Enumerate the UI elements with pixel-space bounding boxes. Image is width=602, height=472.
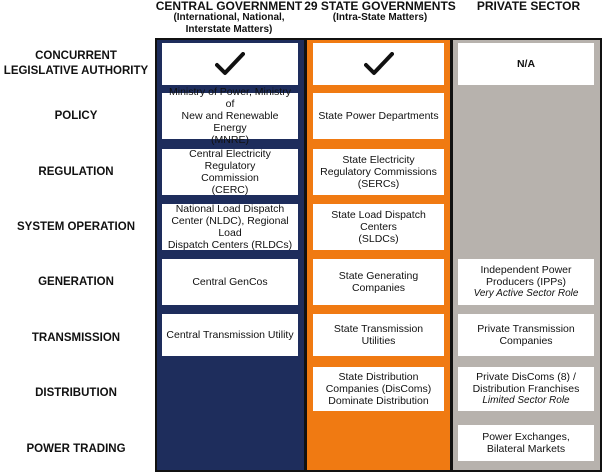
- cell-text: Utilities: [361, 335, 396, 347]
- row-label-text: REGULATION: [38, 165, 114, 178]
- checkmark-icon: [364, 52, 394, 76]
- private-column-header: [455, 0, 602, 12]
- central-transmission-cell: [162, 314, 298, 356]
- cell-text: Companies (DisComs): [325, 383, 432, 395]
- cell-text: Private DisComs (8) /: [476, 371, 576, 383]
- cell-text: Dispatch Centers (RLDCs): [167, 239, 293, 251]
- central-generation-cell: [162, 259, 298, 305]
- cell-text: Private Transmission: [477, 323, 575, 335]
- central-concurrent-cell: [162, 43, 298, 85]
- cell-text: State Generating: [338, 270, 419, 282]
- state-regulation-cell: [313, 149, 444, 195]
- cell-text: (SLDCs): [358, 233, 399, 245]
- state-column-title: 29 STATE GOVERNMENTS: [304, 0, 456, 13]
- central-regulation-cell: [162, 149, 298, 195]
- row-label-text: LEGISLATIVE AUTHORITY: [3, 65, 149, 77]
- cell-text: Companies: [499, 335, 553, 347]
- cell-text: Independent Power: [480, 264, 572, 276]
- cell-text: Ministry of Power, Ministry of: [169, 86, 291, 110]
- state-transmission-cell: [313, 314, 444, 356]
- central-column-title: CENTRAL GOVERNMENT: [155, 0, 303, 13]
- cell-text: Bilateral Markets: [486, 443, 566, 455]
- cell-text: Dominate Distribution: [328, 395, 429, 407]
- cell-text: Central GenCos: [192, 276, 268, 288]
- central-policy-cell: [162, 86, 298, 146]
- state-distribution-cell: [313, 367, 444, 411]
- cell-text: Central Electricity Regulatory: [189, 148, 271, 172]
- central-column-subtitle: (International, National,: [173, 12, 285, 23]
- row-label-text: GENERATION: [38, 275, 114, 288]
- cell-text: Producers (IPPs): [486, 276, 566, 288]
- cell-text: Power Exchanges,: [482, 431, 570, 443]
- cell-text: State Load Dispatch: [331, 209, 426, 221]
- central-system-operation-cell: [162, 204, 298, 250]
- cell-text: Commission: [201, 172, 259, 184]
- cell-text: (MNRE): [211, 134, 249, 146]
- private-transmission-cell: [458, 314, 594, 356]
- checkmark-icon: [215, 52, 245, 76]
- cell-note: Limited Sector Role: [482, 395, 570, 406]
- cell-text: Companies: [351, 282, 406, 294]
- private-distribution-cell: [458, 367, 594, 411]
- cell-text: State Electricity: [342, 154, 415, 166]
- row-label-concurrent: [0, 42, 152, 86]
- cell-text: Center (NLDC), Regional Load: [171, 215, 289, 239]
- cell-text: (CERC): [211, 184, 249, 196]
- row-label-text: DISTRIBUTION: [35, 386, 117, 399]
- state-policy-cell: [313, 93, 444, 139]
- state-column-subtitle: (Intra-State Matters): [332, 12, 428, 23]
- row-label-text: SYSTEM OPERATION: [17, 220, 135, 233]
- private-power-trading-cell: [458, 425, 594, 461]
- row-label-distribution: [0, 383, 152, 403]
- private-column-title: PRIVATE SECTOR: [476, 0, 581, 13]
- row-label-text: TRANSMISSION: [31, 331, 121, 344]
- cell-text: State Distribution: [338, 371, 419, 383]
- row-label-transmission: [0, 328, 152, 348]
- cell-text: Regulatory Commissions: [320, 166, 437, 178]
- row-label-text: POWER TRADING: [26, 442, 126, 455]
- state-system-operation-cell: [313, 204, 444, 250]
- central-column-subtitle: Interstate Matters): [185, 24, 273, 35]
- row-label-text: CONCURRENT: [35, 50, 117, 62]
- cell-text: New and Renewable Energy: [181, 110, 279, 134]
- cell-text: National Load Dispatch: [175, 203, 285, 215]
- na-label: N/A: [516, 58, 536, 70]
- row-label-power-trading: [0, 439, 152, 459]
- row-label-text: POLICY: [54, 109, 98, 122]
- row-label-policy: [0, 106, 152, 126]
- private-generation-cell: [458, 259, 594, 305]
- private-concurrent-cell: [458, 43, 594, 85]
- cell-note: Very Active Sector Role: [473, 288, 579, 299]
- cell-text: Distribution Franchises: [472, 383, 580, 395]
- state-generation-cell: [313, 259, 444, 305]
- cell-text: State Transmission: [333, 323, 424, 335]
- central-column-header: [153, 0, 305, 36]
- cell-text: State Power Departments: [318, 110, 439, 122]
- cell-text: Centers: [360, 221, 397, 233]
- cell-text: Central Transmission Utility: [166, 329, 294, 341]
- row-label-generation: [0, 272, 152, 292]
- cell-text: (SERCs): [357, 178, 400, 190]
- state-concurrent-cell: [313, 43, 444, 85]
- state-column-header: [300, 0, 460, 24]
- row-label-regulation: [0, 162, 152, 182]
- row-label-system-operation: [0, 217, 152, 237]
